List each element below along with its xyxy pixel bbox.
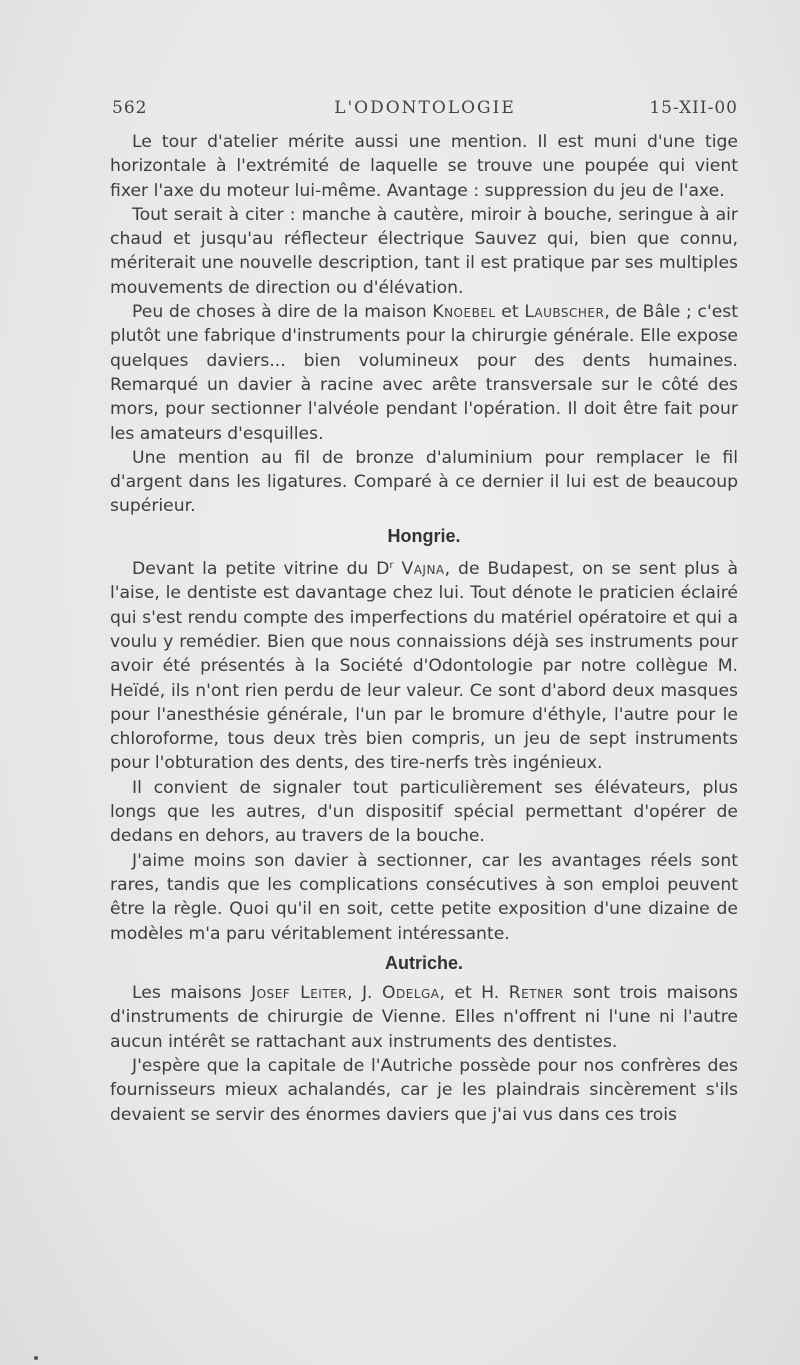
paragraph-capitale: J'espère que la capitale de l'Autriche possède pour nos confrères des fournisseurs mieux achalandés, car je les plaindrais sincèrement s'ils devaient se servir des énormes daviers que j'ai vus dans ces trois xyxy=(110,1055,738,1125)
section-heading-autriche: Autriche. xyxy=(384,952,463,973)
paper-speck xyxy=(34,1356,38,1360)
running-header xyxy=(112,98,738,126)
company-name: Josef Leiter xyxy=(251,983,348,1004)
company-name: Knoebel xyxy=(432,302,496,323)
company-name: Laubscher xyxy=(524,302,605,323)
paragraph-davier: J'aime moins son davier à sectionner, car les avantages réels sont rares, tandis que les complications consécutives à son emploi peuvent être la règle. Quoi qu'il en soit, cette petite exposition d'une dizaine de modèles m'a paru véritablement intéressante. xyxy=(110,850,738,944)
paragraph-fil-bronze: Une mention au fil de bronze d'aluminium pour remplacer le fil d'argent dans les ligatures. Comparé à ce dernier il lui est de beaucoup supérieur. xyxy=(110,447,738,517)
person-name: Vajna xyxy=(401,559,445,580)
paragraph-tout-serait: Tout serait à citer : manche à cautère, miroir à bouche, seringue à air chaud et jusqu'au réflecteur électrique Sauvez qui, bien que connu, mériterait une nouvelle description, tant il est pratique par ses multiples mouvements de direction ou d'élévation. xyxy=(110,204,738,298)
paragraph-vajna: Devant la petite vitrine du $D^r$ Vajna, de Budapest, on se sent plus à l'aise, le dentiste est davantage chez lui. Tout dénote le praticien éclairé qui s'est rendu compte des imperfections du matériel opératoire et qui a voulu y remédier. Bien que nous connaissions déjà ses instruments pour avoir été présentés à la Société d'Odontologie par notre collègue M. Heïdé, ils n'ont rien perdu de leur valeur. Ce sont d'abord deux masques pour l'anesthésie générale, l'un par le bromure d'éthyle, l'autre pour le chloroforme, tous deux très bien compris, un jeu de sept instruments pour l'obturation des dents, des tire-nerfs très ingénieux. xyxy=(110,559,738,774)
paragraph-elevateurs: Il convient de signaler tout particulièrement ses élévateurs, plus longs que les autres, d'un dispositif spécial permettant d'opérer de dedans en dehors, au travers de la bouche. xyxy=(110,777,738,847)
company-name: Retner xyxy=(508,983,564,1004)
paragraph-maisons-vienne: Les maisons Josef Leiter, J. Odelga, et H. Retner sont trois maisons d'instruments de chirurgie de Vienne. Elles n'offrent ni l'une ni l'autre aucun intérêt se rattachant aux instruments des dentistes. xyxy=(110,983,738,1052)
journal-title: L'ODONTOLOGIE xyxy=(334,98,516,118)
section-heading-hongrie: Hongrie. xyxy=(387,525,461,546)
body-text xyxy=(110,130,738,1127)
page-number: 562 xyxy=(112,98,148,118)
company-name: Odelga xyxy=(381,983,440,1004)
paragraph-knoebel: Peu de choses à dire de la maison Knoebel et Laubscher, de Bâle ; c'est plutôt une fabrique d'instruments pour la chirurgie générale. Elle expose quelques daviers... bien volumineux pour des dents humaines. Remarqué un davier à racine avec arête transversale sur le côté des mors, pour sectionner l'alvéole pendant l'opération. Il doit être fait pour les amateurs d'esquilles. xyxy=(110,302,738,444)
issue-date: 15-XII-00 xyxy=(649,98,738,118)
paragraph-tour-atelier: Le tour d'atelier mérite aussi une mention. Il est muni d'une tige horizontale à l'extrémité de laquelle se trouve une poupée qui vient fixer l'axe du moteur lui-même. Avantage : suppression du jeu de l'axe. xyxy=(110,132,738,201)
